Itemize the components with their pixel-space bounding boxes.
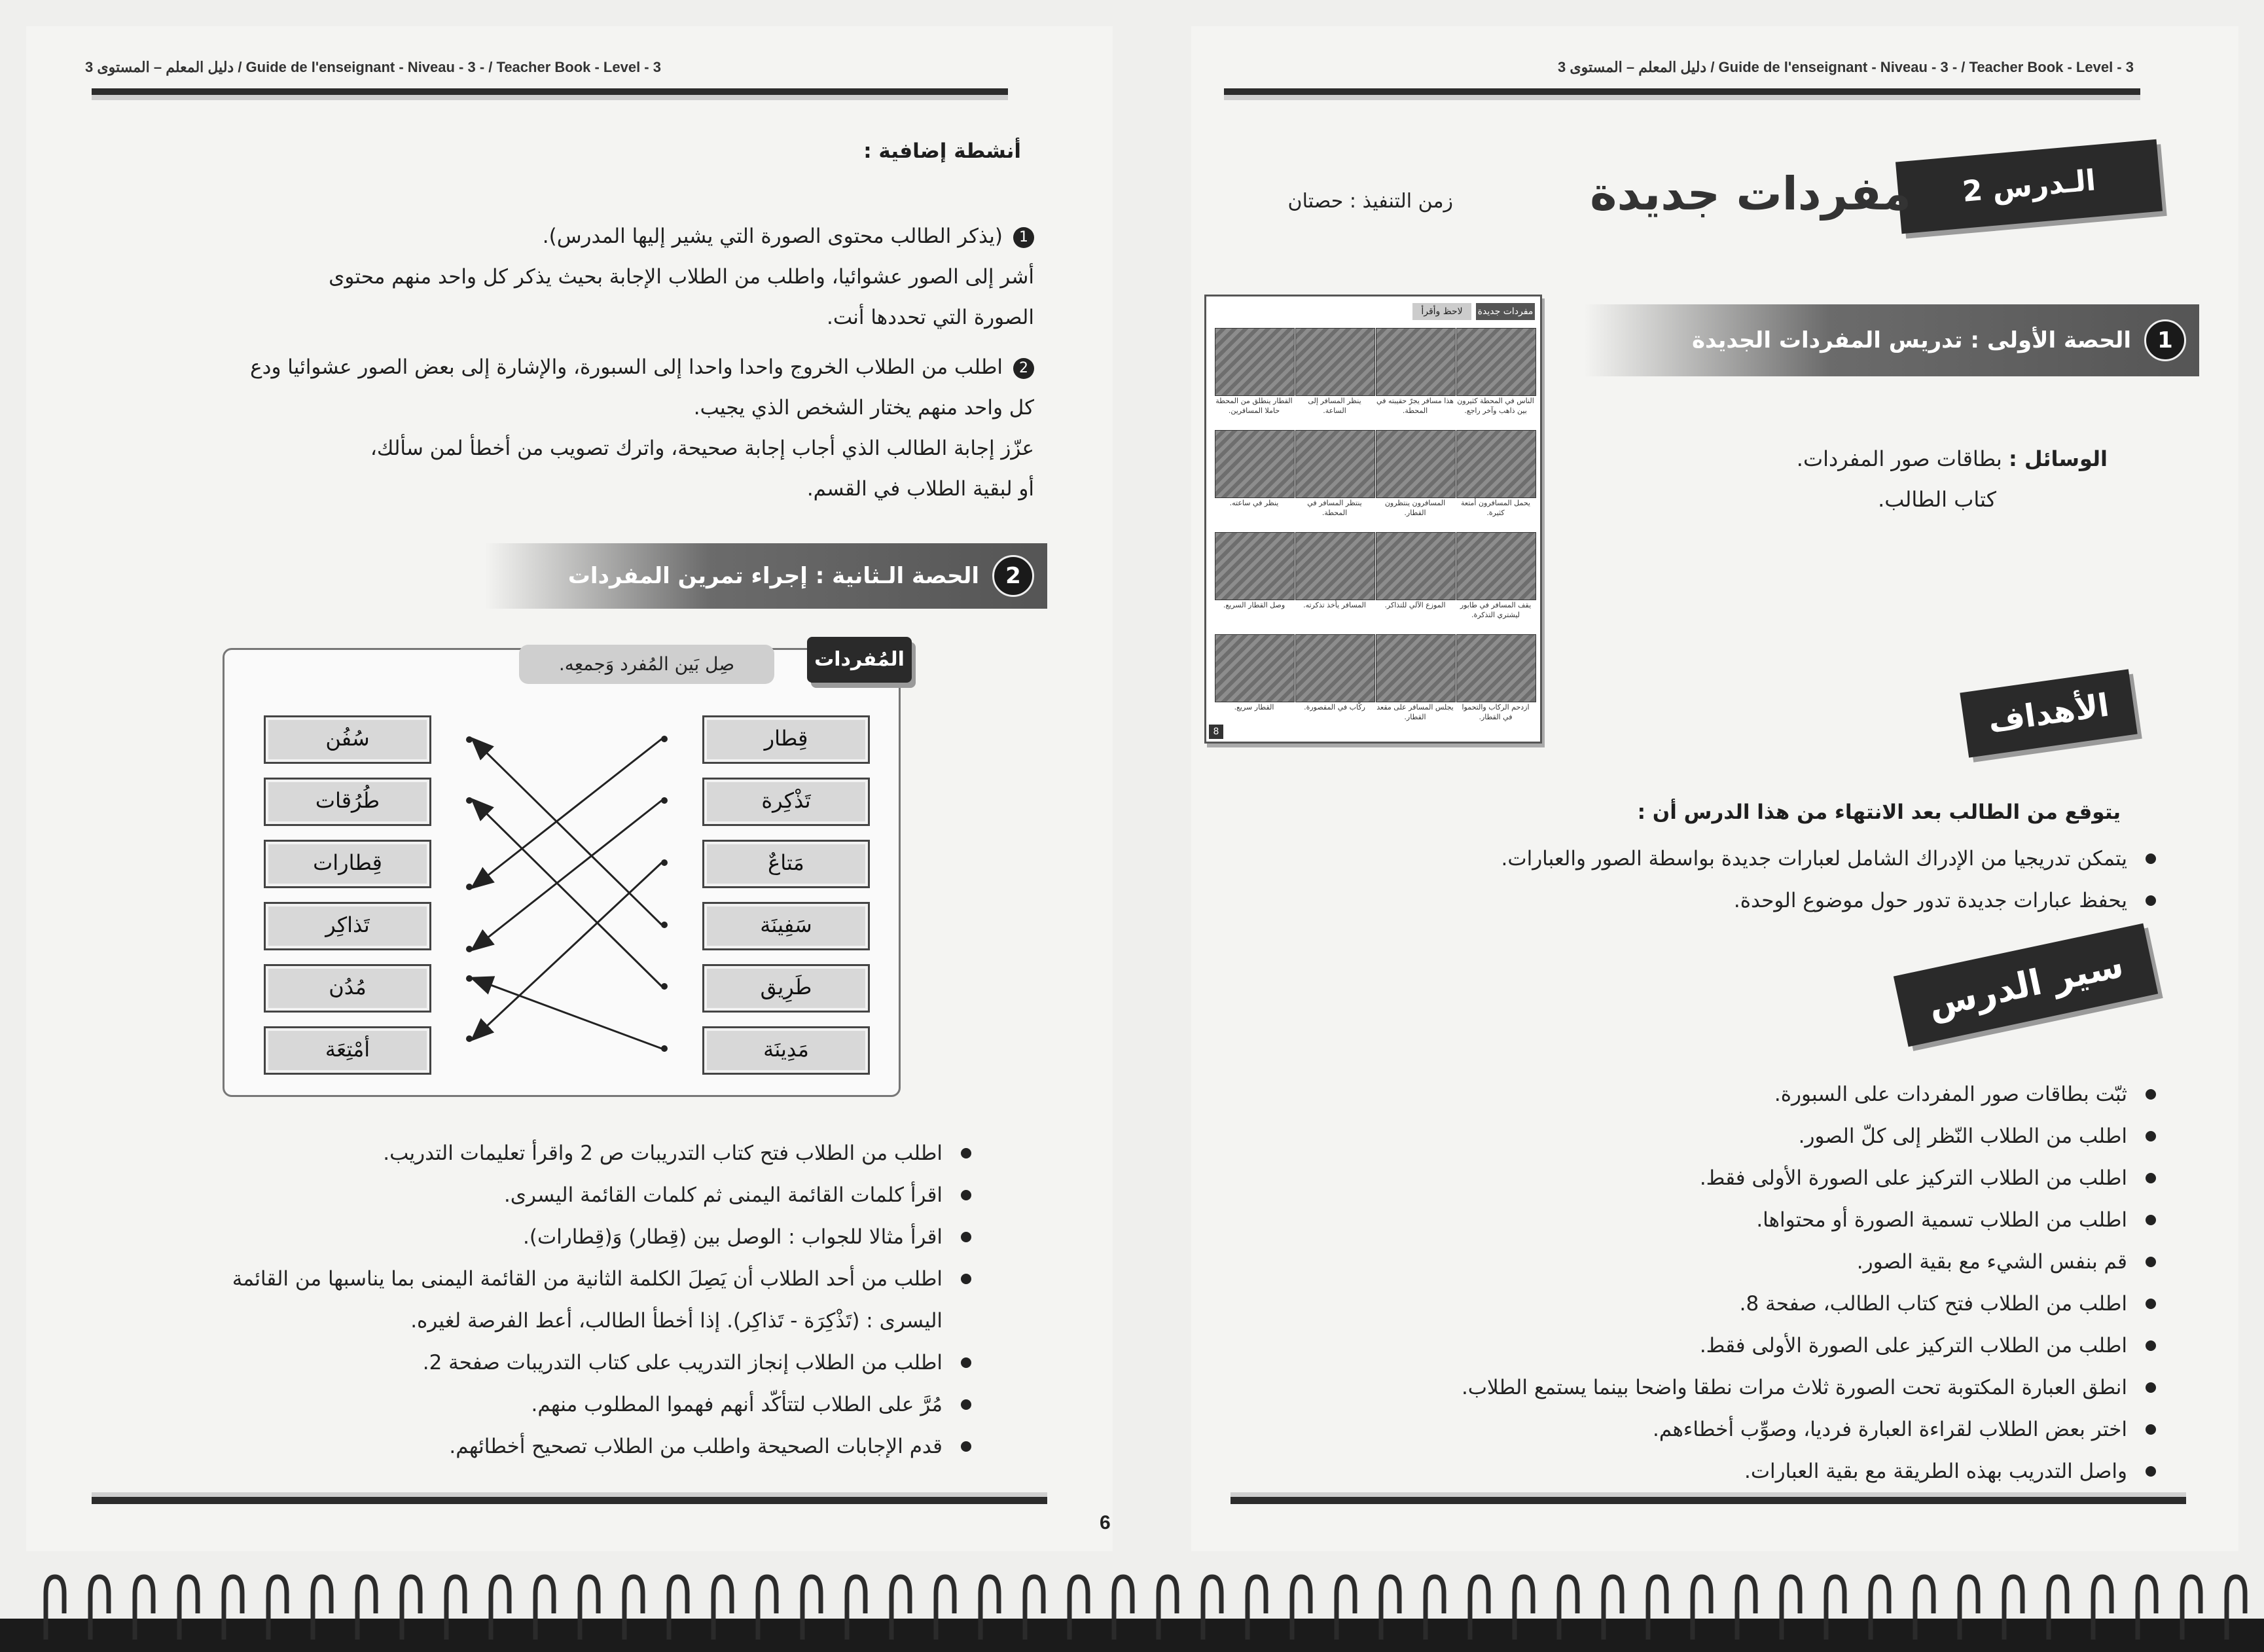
thumbnail-caption: المسافرون ينتظرون القطار. <box>1384 499 1446 517</box>
list-item: اطلب من الطلاب النّظر إلى كلّ الصور. <box>1231 1115 2160 1157</box>
thumbnail-caption: ينتظر المسافر في المحطة. <box>1307 499 1362 517</box>
spiral-binding <box>0 1568 2264 1652</box>
list-item: انطق العبارة المكتوبة تحت الصورة ثلاث مرات نطقا واضحا بينما يستمع الطلاب. <box>1231 1367 2160 1409</box>
thumbnail-photo <box>1295 430 1375 498</box>
matching-exercise <box>223 648 905 1097</box>
thumbnail-caption: يقف المسافر في طابور ليشتري التذكرة. <box>1460 601 1532 619</box>
singular-word: قِطار <box>702 715 870 764</box>
list-item: اطلب من الطلاب التركيز على الصورة الأولى فقط. <box>1231 1325 2160 1367</box>
plural-word: تَذاكِر <box>264 902 431 950</box>
singular-word: طَرِيق <box>702 964 870 1013</box>
list-item: اطلب من الطلاب فتح كتاب الطالب، صفحة 8. <box>1231 1283 2160 1325</box>
session-2-banner: الحصة الـثانية : إجراء تمرين المفردات 2 <box>484 543 1047 609</box>
thumbnail-caption: المسافر يأخذ تذكرته. <box>1303 601 1366 609</box>
singular-word: تَذْكِرة <box>702 778 870 826</box>
procedure-tag: سير الدرس <box>1894 924 2158 1047</box>
thumbnail-photo <box>1456 430 1536 498</box>
lesson-tag: الـدرس 2 <box>1896 139 2163 234</box>
thumbnail-photo <box>1295 634 1375 702</box>
header-rule <box>92 88 1008 100</box>
thumbnail-photo <box>1376 532 1456 600</box>
exercise-steps-list <box>196 1132 975 1467</box>
footer-rule <box>92 1492 1047 1504</box>
thumbnail-caption: هذا مسافر يجرّ حقيبته في المحطة. <box>1376 397 1454 415</box>
objectives-list <box>1231 838 2160 922</box>
plural-word: قِطارات <box>264 840 431 888</box>
thumbnail-caption: الناس في المحطة كثيرون بين ذاهب وآخر راجع. <box>1457 397 1534 415</box>
tools-label: الوسائل : <box>2008 446 2108 471</box>
right-page <box>1191 26 2238 1551</box>
plural-word: طُرُقات <box>264 778 431 826</box>
thumbnail-photo <box>1456 328 1536 396</box>
list-item: ثبّت بطاقات صور المفردات على السبورة. <box>1231 1073 2160 1115</box>
activity-2: 2اطلب من الطلاب الخروج واحدا واحدا إلى السبورة، والإشارة إلى بعض الصور عشوائيا ودع كل واحد منهم يختار الشخص الذي يجيب. عزّز إجابة الطالب الذي أجاب إجابة صحيحة، واترك تصويب من أخطأ لمن سألك، أو لبقية الطلاب في القسم. <box>250 355 1034 501</box>
list-item: واصل التدريب بهذه الطريقة مع بقية العبارات. <box>1231 1450 2160 1492</box>
header-rule <box>1224 88 2140 100</box>
thumbnail-caption: القطار سريع. <box>1234 703 1274 711</box>
extra-activities-title: أنشطة إضافية : <box>863 139 1021 163</box>
match-line <box>473 739 662 887</box>
thumbnail-caption: يحمل المسافرون أمتعة كثيرة. <box>1461 499 1530 517</box>
singular-word: مَدِينَة <box>702 1026 870 1075</box>
list-item: اقرأ مثالا للجواب : الوصل بين (قِطار) وَ(قِطارات). <box>196 1216 975 1258</box>
thumbnail-caption: ركّاب في المقصورة. <box>1304 703 1365 711</box>
procedure-list <box>1231 1073 2160 1492</box>
session-number-badge: 1 <box>2144 319 2186 361</box>
left-page-header: دليل المعلم – المستوى 3 / Guide de l'enseignant - Niveau - 3 - / Teacher Book - Level - 3 <box>85 59 661 75</box>
match-line <box>473 740 662 925</box>
exercise-instruction: صِل بَين المُفرد وَجمعِه. <box>519 645 774 684</box>
tools-section: الوسائل : بطاقات صور المفردات. كتاب الطالب. <box>1796 446 2108 512</box>
textbook-thumbnail <box>1204 295 1542 744</box>
thumbnail-tab: مفردات جديدة <box>1476 303 1535 320</box>
thumbnail-tab: لاحظ وأقرأ <box>1412 303 1471 320</box>
singular-word: مَتاعٌ <box>702 840 870 888</box>
thumbnail-caption: القطار ينطلق من المحطة حاملا المسافرين. <box>1215 397 1293 415</box>
thumbnail-photo <box>1376 430 1456 498</box>
thumbnail-caption: الموزع الآلي للتذاكر. <box>1384 601 1446 609</box>
list-item: قدم الإجابات الصحيحة واطلب من الطلاب تصحيح أخطائهم. <box>196 1426 975 1467</box>
thumbnail-photo <box>1456 532 1536 600</box>
thumbnail-photo <box>1295 532 1375 600</box>
list-item: يتمكن تدريجيا من الإدراك الشامل لعبارات جديدة بواسطة الصور والعبارات. <box>1231 838 2160 880</box>
thumbnail-photo <box>1215 532 1295 600</box>
thumbnail-caption: ينظر المسافر إلى الساعة. <box>1308 397 1361 415</box>
lesson-title: مفردات جديدة <box>1590 167 1911 221</box>
session-number-badge: 2 <box>992 555 1034 597</box>
objectives-intro: يتوقع من الطالب بعد الانتهاء من هذا الدرس أن : <box>1637 800 2121 824</box>
list-item: اطلب من الطلاب فتح كتاب التدريبات ص 2 واقرأ تعليمات التدريب. <box>196 1132 975 1174</box>
thumbnail-caption: يجلس المسافر على مقعد القطار. <box>1376 703 1454 721</box>
thumbnail-photo <box>1215 634 1295 702</box>
singular-word: سَفِينَة <box>702 902 870 950</box>
thumbnail-photo <box>1295 328 1375 396</box>
left-page <box>26 26 1113 1551</box>
plural-word: مُدُن <box>264 964 431 1013</box>
list-item: اختر بعض الطلاب لقراءة العبارة فرديا، وصوِّب أخطاءهم. <box>1231 1409 2160 1450</box>
activity-1: 1(يذكر الطالب محتوى الصورة التي يشير إليها المدرس). أشر إلى الصور عشوائيا، واطلب من الطلاب الإجابة بحيث يذكر كل واحد منهم محتوى الصورة التي تحددها أنت. <box>329 224 1034 329</box>
right-page-header: دليل المعلم – المستوى 3 / Guide de l'enseignant - Niveau - 3 - / Teacher Book - Level - 3 <box>1558 59 2134 75</box>
match-line <box>473 800 662 986</box>
match-line <box>473 800 662 949</box>
list-item: اطلب من الطلاب تسمية الصورة أو محتواها. <box>1231 1199 2160 1241</box>
duration: زمن التنفيذ : حصتان <box>1287 190 1453 213</box>
thumbnail-photo <box>1376 328 1456 396</box>
page-number: 6 <box>1100 1512 1111 1534</box>
thumbnail-photo <box>1376 634 1456 702</box>
list-item: اطلب من الطلاب إنجاز التدريب على كتاب التدريبات صفحة 2. <box>196 1342 975 1384</box>
thumbnail-caption: وصل القطار السريع. <box>1223 601 1285 609</box>
thumbnail-caption: ينظر في ساعته. <box>1229 499 1279 507</box>
thumbnail-page-number: 8 <box>1209 725 1223 739</box>
session-1-banner: الحصة الأولى : تدريس المفردات الجديدة 1 <box>1584 304 2199 376</box>
thumbnail-photo <box>1215 430 1295 498</box>
plural-word: أمْتِعَة <box>264 1026 431 1075</box>
footer-rule <box>1231 1492 2186 1504</box>
objectives-tag: الأهداف <box>1960 669 2137 757</box>
thumbnail-photo <box>1456 634 1536 702</box>
list-item: قم بنفس الشيء مع بقية الصور. <box>1231 1241 2160 1283</box>
thumbnail-caption: ازدحم الركاب والتحموا في القطار. <box>1462 703 1530 721</box>
match-line <box>473 863 662 1039</box>
exercise-tag: المُفردات <box>807 637 912 683</box>
list-item: اطلب من أحد الطلاب أن يَصِلَ الكلمة الثانية من القائمة اليمنى بما يناسبها من القائمة اليسرى : (تَذْكِرَة - تَذاكِر). إذا أخطأ الطالب، أعط الفرصة لغيره. <box>196 1258 975 1342</box>
list-item: اقرأ كلمات القائمة اليمنى ثم كلمات القائمة اليسرى. <box>196 1174 975 1216</box>
list-item: اطلب من الطلاب التركيز على الصورة الأولى فقط. <box>1231 1157 2160 1199</box>
activity-number-badge: 2 <box>1013 358 1034 379</box>
list-item: يحفظ عبارات جديدة تدور حول موضوع الوحدة. <box>1231 880 2160 922</box>
list-item: مُرَّ على الطلاب لتتأكّد أنهم فهموا المطلوب منهم. <box>196 1384 975 1426</box>
thumbnail-photo <box>1215 328 1295 396</box>
plural-word: سُفُن <box>264 715 431 764</box>
activity-number-badge: 1 <box>1013 227 1034 248</box>
